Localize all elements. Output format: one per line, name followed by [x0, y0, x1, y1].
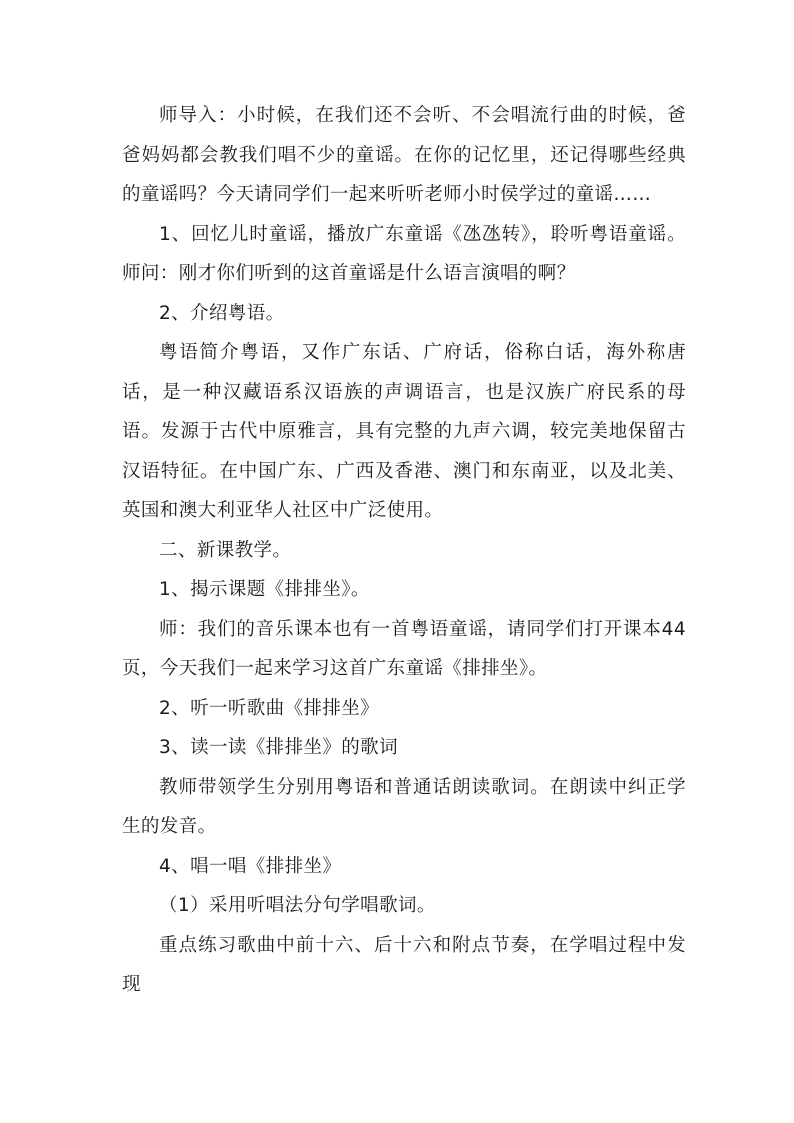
paragraph-step-1: 1、回忆儿时童谣，播放广东童谣《氹氹转》，聆听粤语童谣。师问：刚才你们听到的这首童谣是什么语言演唱的啊？: [122, 223, 686, 284]
paragraph-listen-song: 2、听一听歌曲《排排坐》: [159, 697, 380, 719]
document-body: [122, 96, 686, 1005]
paragraph-sing-song: 4、唱一唱《排排坐》: [159, 855, 342, 877]
paragraph-intro: 师导入：小时候，在我们还不会听、不会唱流行曲的时候，爸爸妈妈都会教我们唱不少的童谣。在你的记忆里，还记得哪些经典的童谣吗？今天请同学们一起来听听老师小时侯学过的童谣……: [122, 105, 686, 205]
paragraph-cantonese-intro: 粤语简介粤语，又作广东话、广府话，俗称白话，海外称唐话，是一种汉藏语系汉语族的声调语言，也是汉族广府民系的母语。发源于古代中原雅言，具有完整的九声六调，较完美地保留古汉语特征。在中国广东、广西及香港、澳门和东南亚，以及北美、英国和澳大利亚华人社区中广泛使用。: [122, 342, 686, 521]
paragraph-rhythm-practice: 重点练习歌曲中前十六、后十六和附点节奏，在学唱过程中发现: [122, 934, 686, 995]
paragraph-read-lyrics: 3、读一读《排排坐》的歌词: [159, 737, 398, 758]
section-heading-new-lesson: 二、新课教学。: [159, 539, 292, 561]
paragraph-teacher-textbook: 师：我们的音乐课本也有一首粤语童谣，请同学们打开课本44页，今天我们一起来学习这首广东童谣《排排坐》。: [122, 618, 686, 679]
paragraph-reveal-title: 1、揭示课题《排排坐》。: [159, 579, 370, 600]
paragraph-step-sub-1: （1）采用听唱法分句学唱歌词。: [159, 895, 436, 916]
paragraph-teacher-lead-reading: 教师带领学生分别用粤语和普通话朗读歌词。在朗读中纠正学生的发音。: [122, 776, 686, 837]
paragraph-step-2: 2、介绍粤语。: [159, 302, 285, 324]
